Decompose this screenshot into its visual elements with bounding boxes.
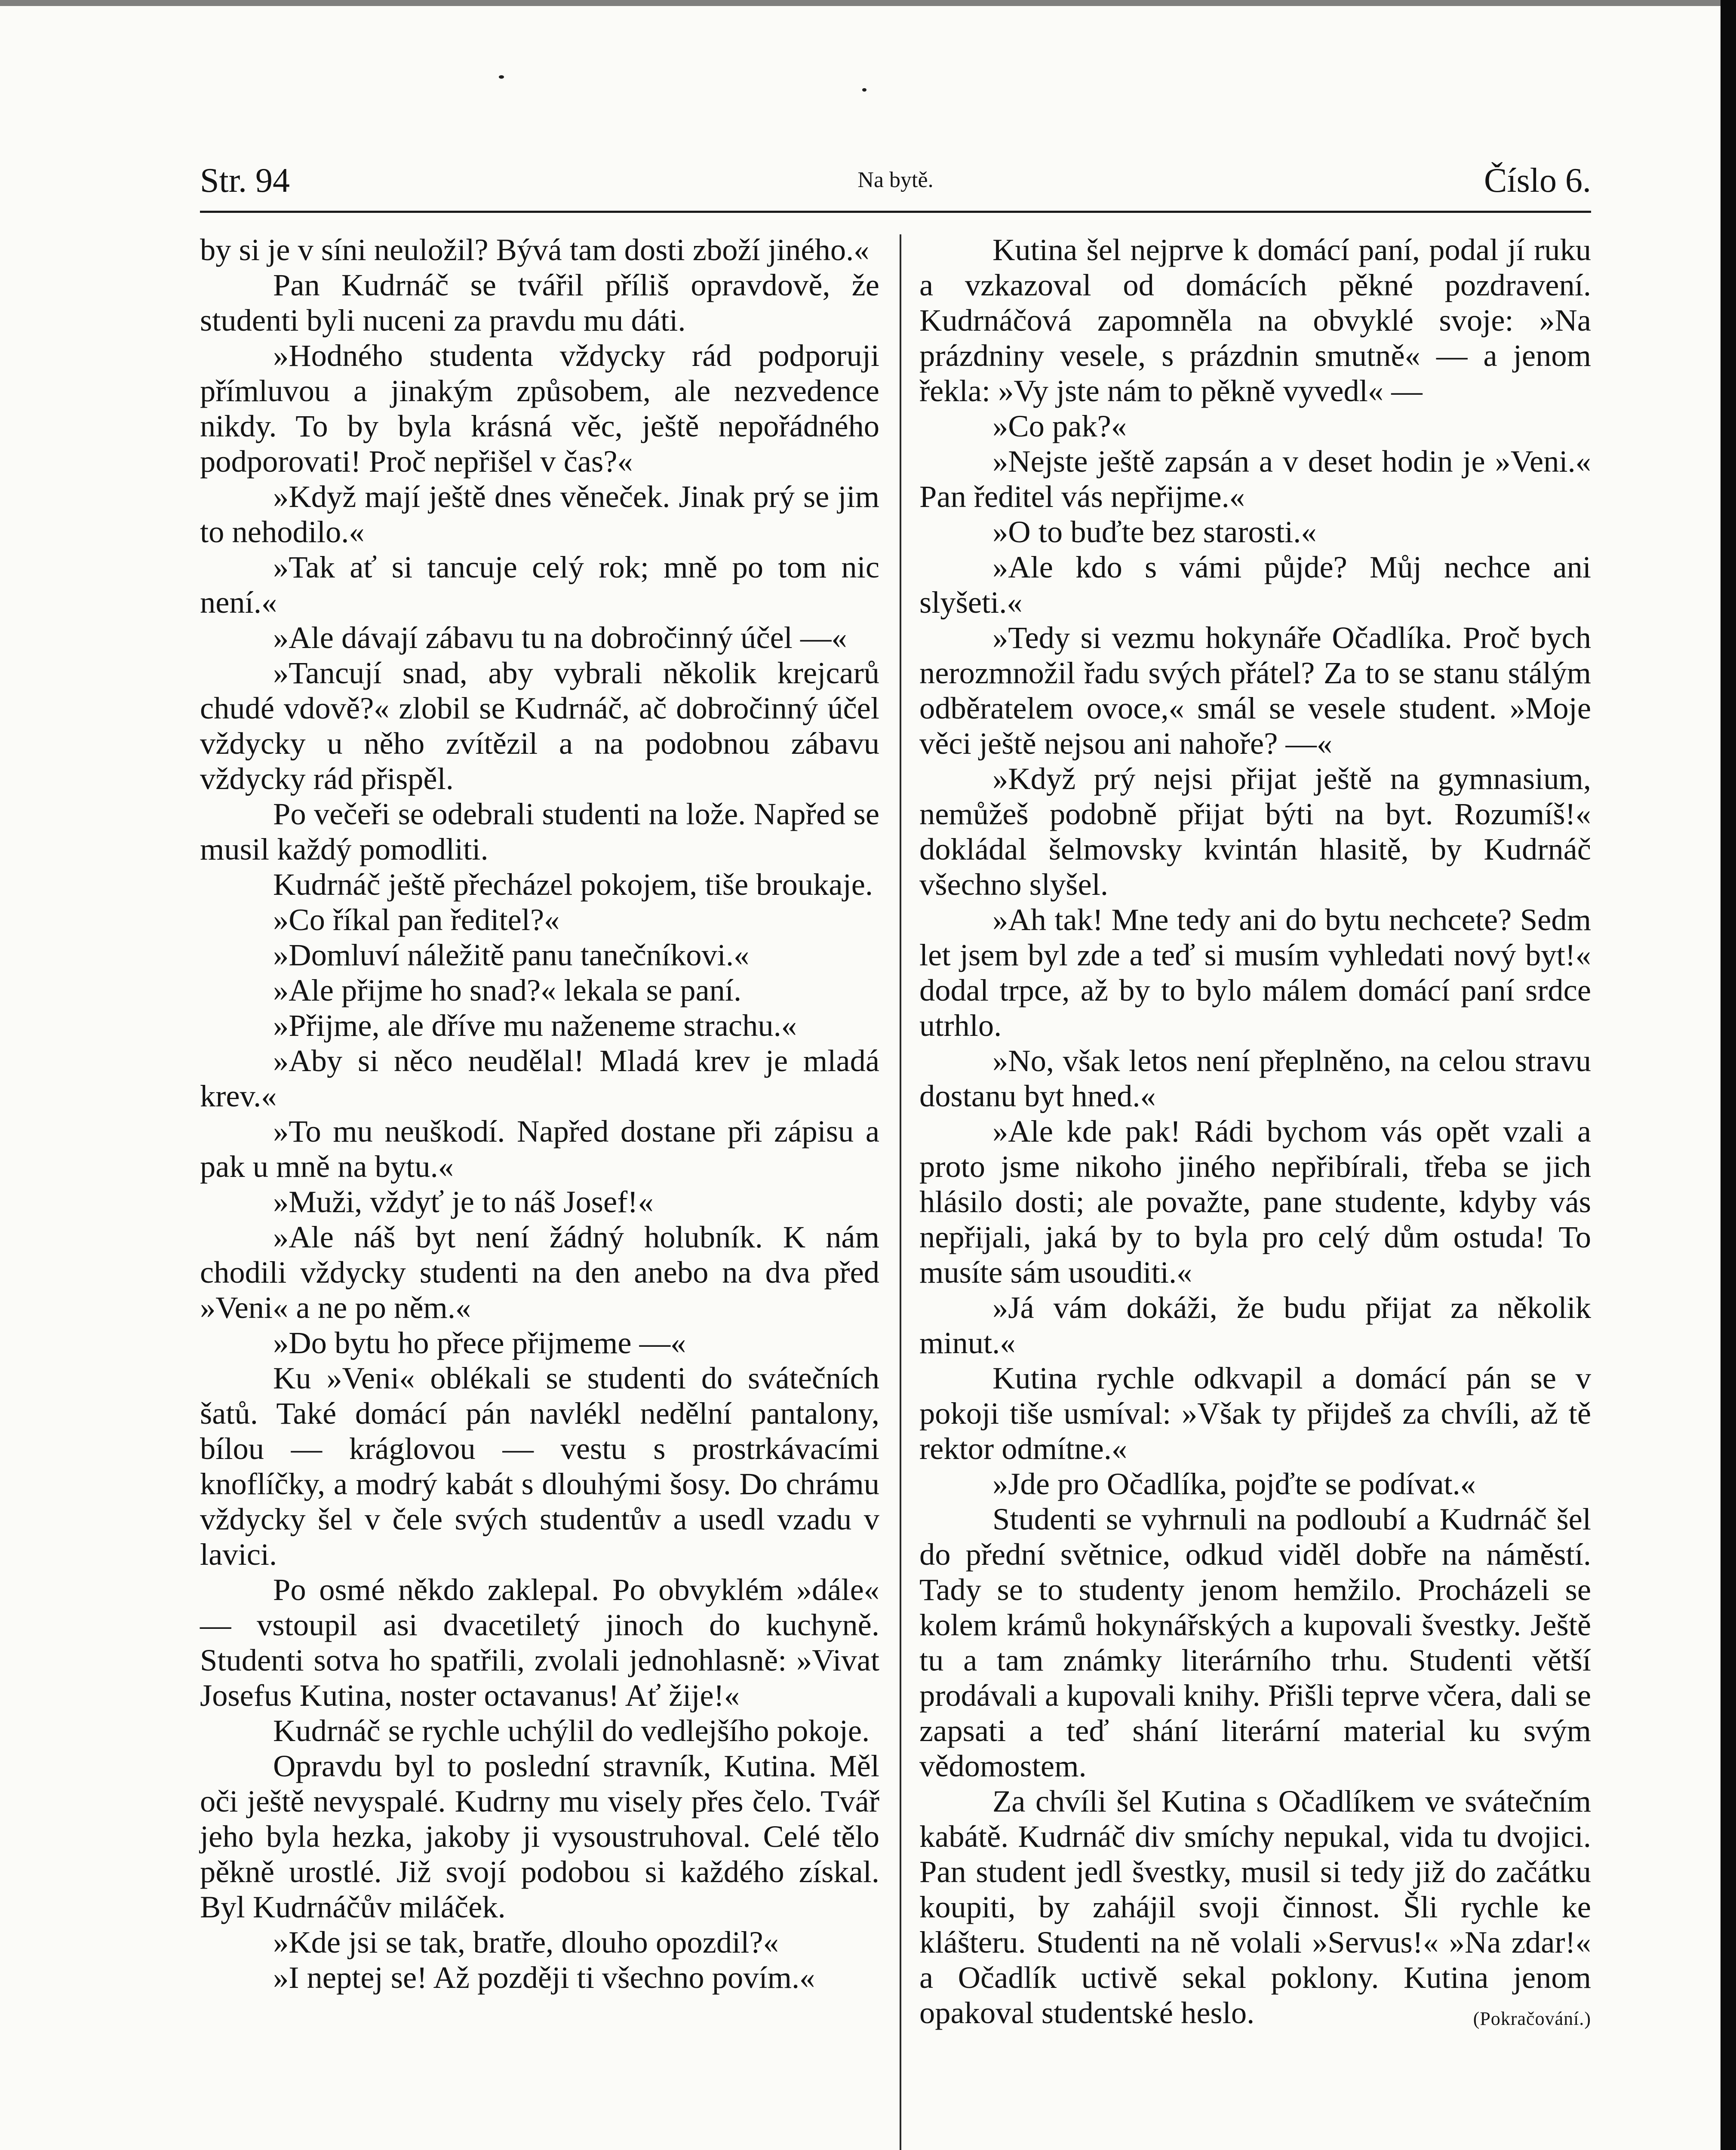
paragraph: »Tancují snad, aby vybrali několik krejcarů chudé vdově?« zlobil se Kudrnáč, ač dobročinný účel vždycky u něho zvítězil a na podobnou zábavu vždycky rád přispěl. [200,655,879,796]
paragraph: »Co pak?« [992,408,1127,443]
paragraph: »Ale přijme ho snad?« lekala se paní. [273,973,742,1007]
paragraph: Kutina šel nejprve k domácí paní, podal jí ruku a vzkazoval od domácích pěkné pozdravení. Kudrnáčová zapomněla na obvyklé svoje: »Na prázdniny vesele, s prázdnin smutně« — a jenom řekla: »Vy jste nám to pěkně vyvedl« — [919,232,1591,408]
scan-speck [862,88,866,92]
paragraph: »Aby si něco neudělal! Mladá krev je mladá krev.« [200,1043,879,1113]
paragraph: »Kde jsi se tak, bratře, dlouho opozdil?« [273,1925,779,1960]
paragraph: »To mu neuškodí. Napřed dostane při zápisu a pak u mně na bytu.« [200,1114,879,1184]
continuation-note: (Pokračování.) [1473,2008,1591,2029]
paragraph: »No, však letos není přeplněno, na celou stravu dostanu byt hned.« [919,1043,1591,1113]
paragraph: »Když prý nejsi přijat ještě na gymnasium, nemůžeš podobně přijat býti na byt. Rozumíš!« dokládal šelmovsky kvintán hlasitě, by Kudrnáč všechno slyšel. [919,761,1591,902]
column-divider [900,234,901,2150]
paragraph: »O to buďte bez starosti.« [992,514,1317,549]
header-rule [200,211,1591,213]
scan-top-edge [0,0,1736,6]
final-paragraph [919,1784,1591,2030]
paragraph: Pan Kudrnáč se tvářil příliš opravdově, že studenti byli nuceni za pravdu mu dáti. [200,267,879,338]
paragraph: Po večeři se odebrali studenti na lože. Napřed se musil každý pomodliti. [200,796,879,866]
paragraph: by si je v síni neuložil? Bývá tam dosti zboží jiného.« [200,232,870,267]
paragraph: Po osmé někdo zaklepal. Po obvyklém »dále« — vstoupil asi dvacetiletý jinoch do kuchyně. Studenti sotva ho spatřili, zvolali jednohlasně: »Vivat Josefus Kutina, noster octavanus! Ať žije!« [200,1572,879,1713]
paragraph: »Přijme, ale dříve mu naženeme strachu.« [273,1008,797,1043]
paragraph: »Hodného studenta vždycky rád podporuji přímluvou a jinakým způsobem, ale nezvedence nikdy. To by byla krásná věc, ještě nepořádného podporovati! Proč nepřišel v čas?« [200,338,879,479]
paragraph: »Ale dávají zábavu tu na dobročinný účel —« [273,620,847,655]
paragraph: »Jde pro Očadlíka, pojďte se podívat.« [992,1466,1476,1501]
paragraph: »Tak ať si tancuje celý rok; mně po tom nic není.« [200,550,879,620]
paragraph: Kudrnáč se rychle uchýlil do vedlejšího pokoje. [273,1713,870,1748]
page-header [200,161,1591,209]
paragraph: »Nejste ještě zapsán a v deset hodin je »Veni.« Pan ředitel vás nepřijme.« [919,444,1591,514]
scan-right-edge [1721,0,1736,2150]
paragraph: »Tedy si vezmu hokynáře Očadlíka. Proč bych nerozmnožil řadu svých přátel? Za to se stanu stálým odběratelem ovoce,« smál se vesele student. »Moje věci ještě nejsou ani nahoře? —« [919,620,1591,761]
paragraph: »Do bytu ho přece přijmeme —« [273,1325,686,1360]
paragraph: »Když mají ještě dnes věneček. Jinak prý se jim to nehodilo.« [200,479,879,549]
paragraph: »Domluví náležitě panu tanečníkovi.« [273,937,750,972]
paragraph: Ku »Veni« oblékali se studenti do svátečních šatů. Také domácí pán navlékl nedělní pantalony, bílou — kráglovou — vestu s prostrkávacími knoflíčky, a modrý kabát s dlouhými šosy. Do chrámu vždycky šel v čele svých studentův a usedl vzadu v lavici. [200,1361,879,1572]
paragraph: »Co říkal pan ředitel?« [273,902,560,937]
paragraph: »Ale kde pak! Rádi bychom vás opět vzali a proto jsme nikoho jiného nepřibírali, třeba se jich hlásilo dosti; ale považte, pane studente, kdyby vás nepřijali, jaká by to byla pro celý dům ostuda! To musíte sám usouditi.« [919,1114,1591,1290]
paragraph: »Ale náš byt není žádný holubník. K nám chodili vždycky studenti na den anebo na dva před »Veni« a ne po něm.« [200,1219,879,1325]
paragraph: »Ale kdo s vámi půjde? Můj nechce ani slyšeti.« [919,550,1591,620]
running-title: Na bytě. [857,168,934,192]
paragraph: »I neptej se! Až později ti všechno povím.« [273,1960,815,1995]
paragraph-text: Za chvíli šel Kutina s Očadlíkem ve svátečním kabátě. Kudrnáč div smíchy nepukal, vida tu dvojici. Pan student jedl švestky, musil si tedy již do začátku koupiti, by zahájil svoji činnost. Šli rychle ke klášteru. Studenti na ně volali »Servus!« »Na zdar!« a Očadlík uctivě sekal poklony. Kutina jenom opakoval studentské heslo. [919,1784,1591,2030]
paragraph: Studenti se vyhrnuli na podloubí a Kudrnáč šel do přední světnice, odkud viděl dobře na náměstí. Tady se to studenty jenom hemžilo. Procházeli se kolem krámů hokynářských a kupovali švestky. Ještě tu a tam známky literárního trhu. Studenti větší prodávali a kupovali knihy. Přišli teprve včera, dali se zapsati a teď shání literární material ku svým vědomostem. [919,1502,1591,1783]
page-number: Str. 94 [200,162,290,200]
paragraph: Kutina rychle odkvapil a domácí pán se v pokoji tiše usmíval: »Však ty přijdeš za chvíli, až tě rektor odmítne.« [919,1361,1591,1466]
paragraph: Kudrnáč ještě přecházel pokojem, tiše broukaje. [273,867,873,902]
issue-number: Číslo 6. [1484,162,1591,200]
paragraph: Opravdu byl to poslední stravník, Kutina. Měl oči ještě nevyspalé. Kudrny mu visely přes čelo. Tvář jeho byla hezka, jakoby ji vysoustruhoval. Celé tělo pěkně urostlé. Již svojí podobou si každého získal. Byl Kudrnáčův miláček. [200,1748,879,1924]
paragraph: »Muži, vždyť je to náš Josef!« [273,1184,654,1219]
paragraph: »Já vám dokáži, že budu přijat za několik minut.« [919,1290,1591,1360]
right-column [919,232,1591,2036]
left-column [200,232,879,1995]
scan-speck [499,75,504,79]
paragraph: »Ah tak! Mne tedy ani do bytu nechcete? Sedm let jsem byl zde a teď si musím vyhledati nový byt!« dodal trpce, až by to bylo málem domácí paní srdce utrhlo. [919,902,1591,1043]
